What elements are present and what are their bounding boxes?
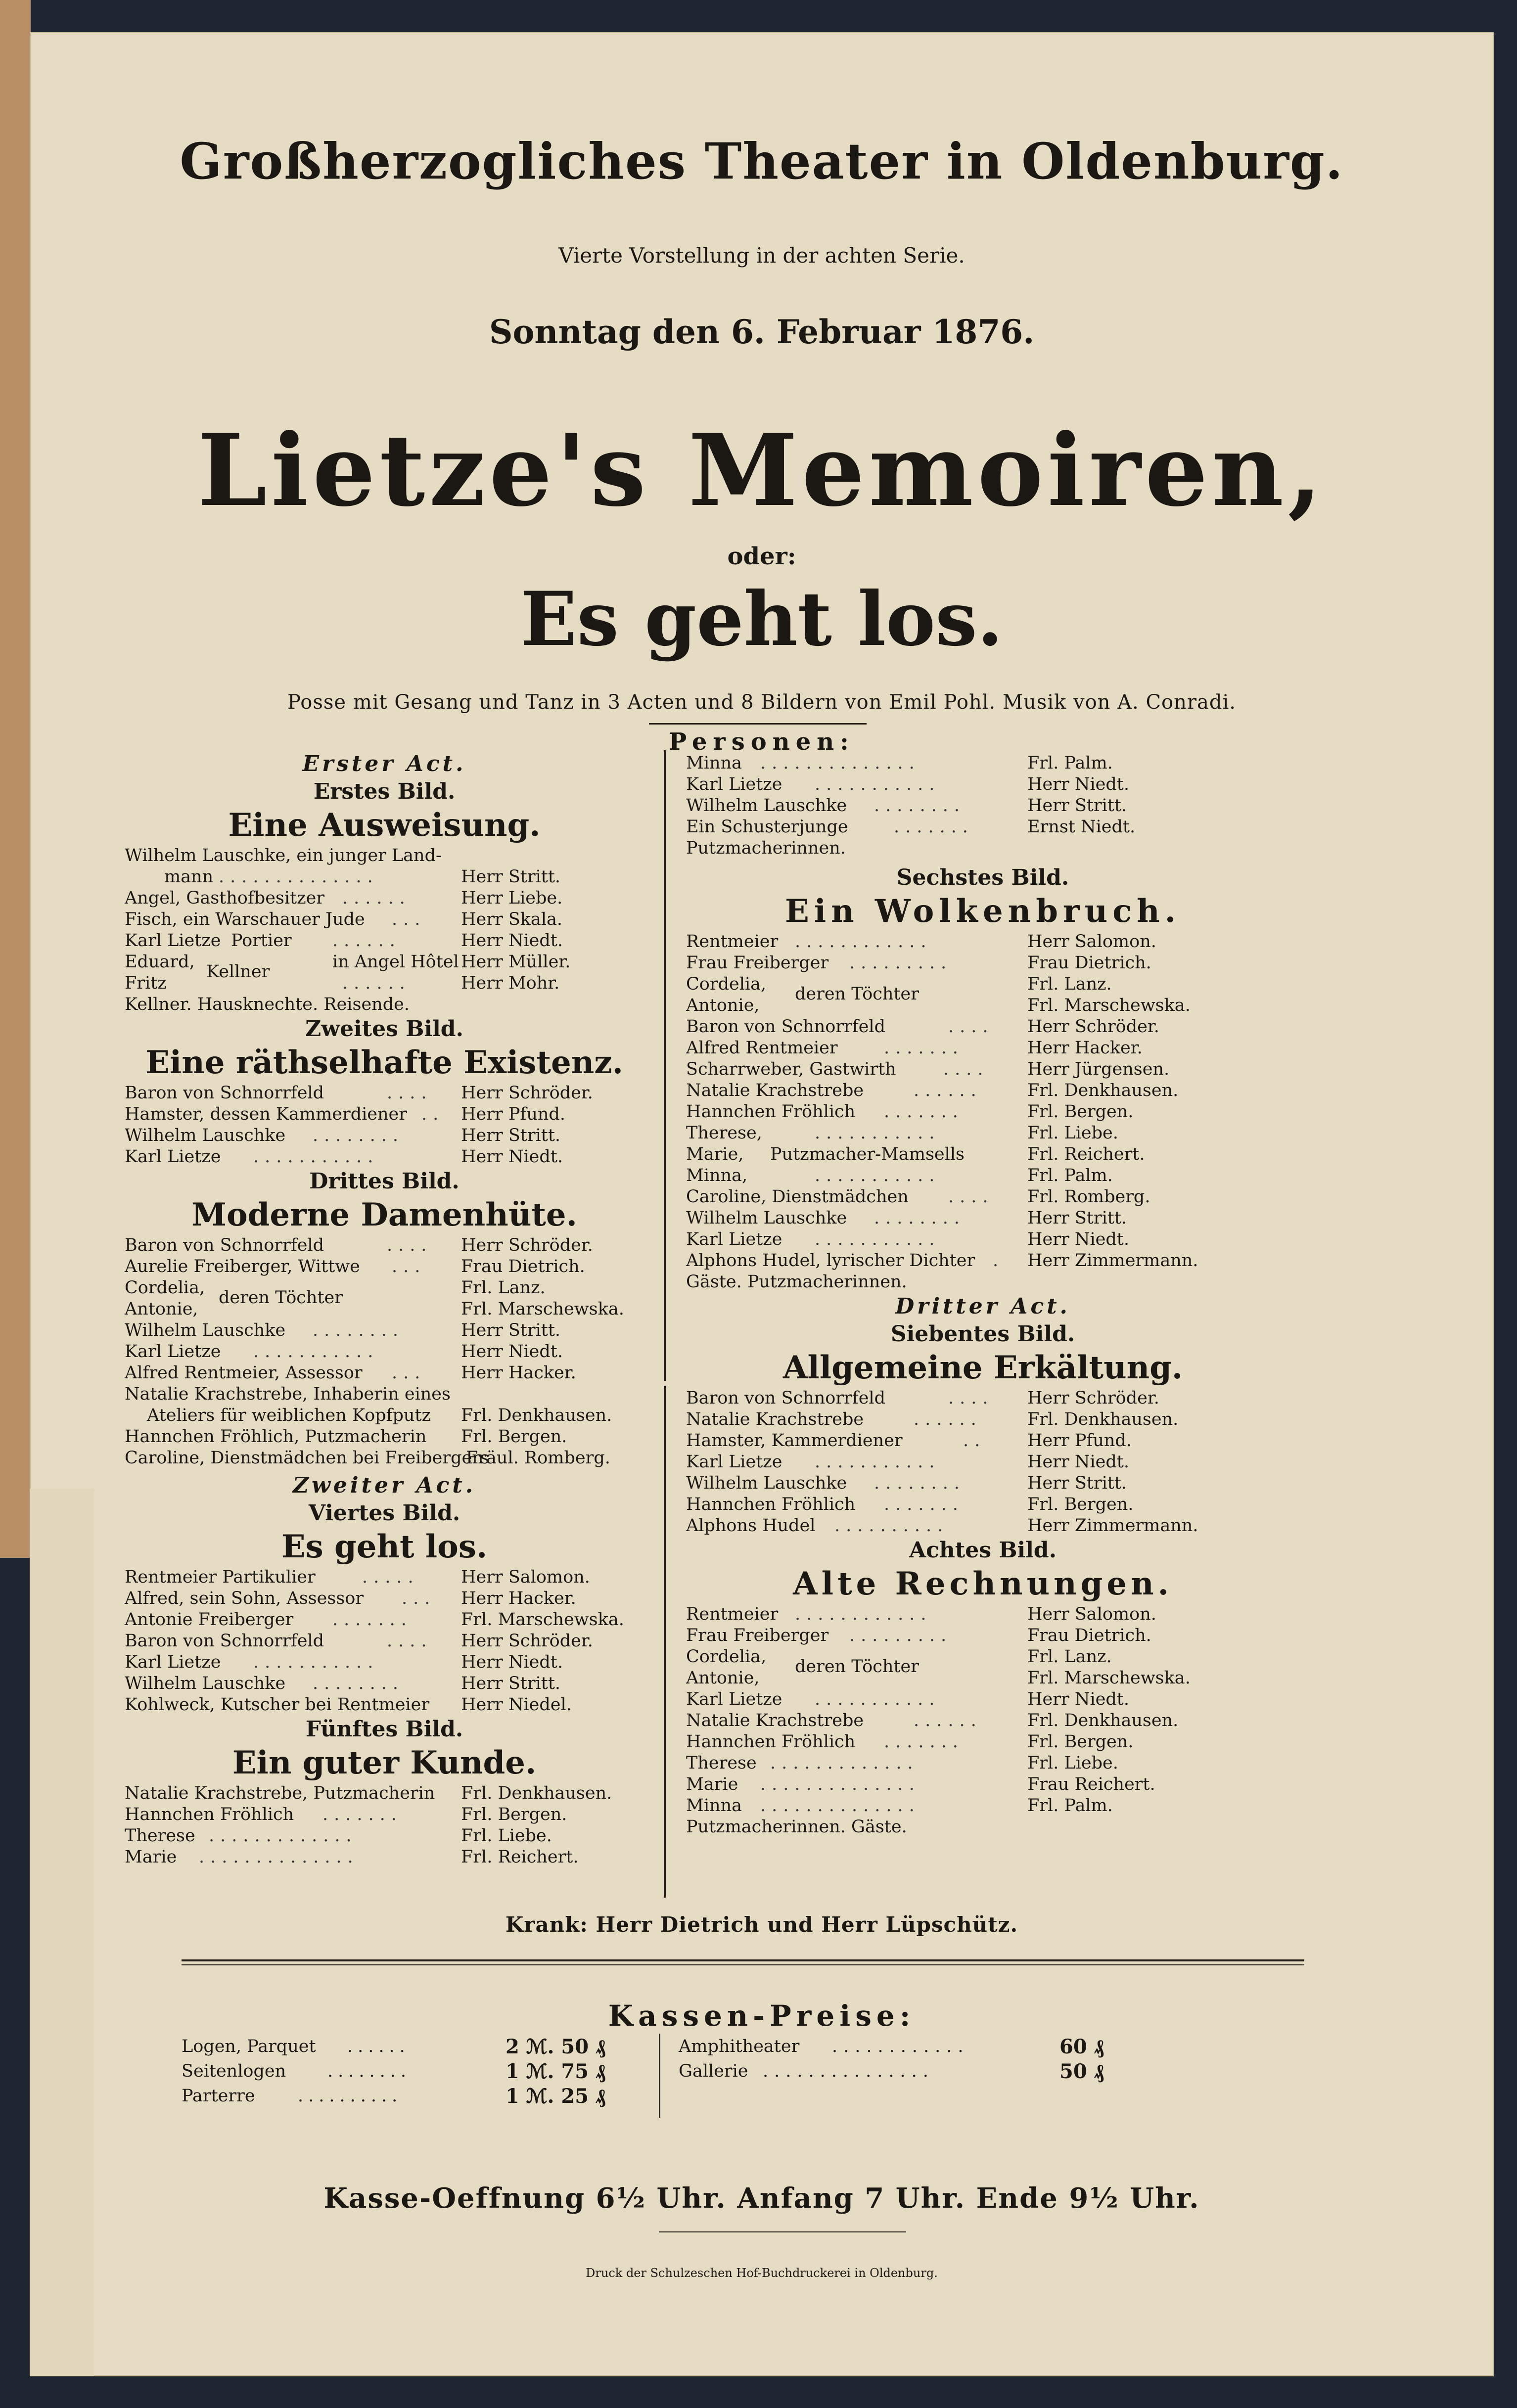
role: Baron von Schnorrfeld [125, 1631, 324, 1651]
scene-7-title: Allgemeine Erkältung. [782, 1349, 1183, 1386]
role: Wilhelm Lauschke [125, 1320, 286, 1340]
role: Hamster, Kammerdiener [686, 1431, 903, 1451]
actor: Herr Müller. [461, 952, 571, 972]
scene-8-number: Achtes Bild. [909, 1538, 1057, 1563]
act-1-heading: Erster Act. [302, 751, 466, 776]
leader-dots: .......... [298, 2086, 403, 2106]
actor: Herr Niedt. [461, 931, 563, 951]
printer-credit: Druck der Schulzeschen Hof-Buchdruckerei in Oldenburg. [586, 2266, 938, 2280]
role: Natalie Krachstrebe [686, 1081, 864, 1100]
actor: Herr Stritt. [1027, 1473, 1127, 1493]
divider [182, 1959, 1304, 1961]
actor: Herr Stritt. [461, 867, 561, 887]
act-3-heading: Dritter Act. [895, 1294, 1070, 1319]
role: Hannchen Fröhlich [686, 1102, 856, 1122]
actor: Herr Stritt. [461, 1320, 561, 1340]
actor: Herr Mohr. [461, 973, 560, 993]
role: Natalie Krachstrebe, Inhaberin eines [125, 1384, 451, 1404]
actor: Herr Zimmermann. [1027, 1516, 1198, 1536]
role: Karl Lietze [686, 1452, 782, 1472]
actor: Herr Niedt. [1027, 1689, 1129, 1709]
actor: Herr Hacker. [1027, 1038, 1143, 1058]
actor: Frl. Bergen. [1027, 1102, 1134, 1122]
role: Ateliers für weiblichen Kopfputz [147, 1406, 431, 1425]
toechter-label: deren Töchter [795, 984, 919, 1004]
actor: Frl. Palm. [1027, 1166, 1113, 1185]
actor: Fräul. Romberg. [466, 1448, 610, 1468]
scene-4-title: Es geht los. [281, 1528, 488, 1565]
series-line: Vierte Vorstellung in der achten Serie. [558, 243, 965, 268]
role: Therese, [686, 1123, 762, 1143]
actor: Frl. Denkhausen. [1027, 1409, 1179, 1429]
leader-dots: ............ [832, 2037, 969, 2056]
role: Karl Lietze [686, 1689, 782, 1709]
price-row-gallerie [679, 2061, 748, 2082]
role: Natalie Krachstrebe [686, 1711, 864, 1730]
role: Hannchen Fröhlich [686, 1495, 856, 1514]
krank-notice: Krank: Herr Dietrich und Herr Lüpschütz. [505, 1912, 1018, 1937]
actor: Frl. Lanz. [1027, 1647, 1112, 1667]
role: Hamster, dessen Kammerdiener [125, 1104, 408, 1124]
role: Gäste. Putzmacherinnen. [686, 1272, 907, 1292]
role: Baron von Schnorrfeld [125, 1235, 324, 1255]
actor: Frl. Romberg. [1027, 1187, 1150, 1207]
price-row-amphitheater [679, 2036, 799, 2057]
role: Therese [686, 1753, 757, 1773]
role: Wilhelm Lauschke [125, 1674, 286, 1693]
actor: Ernst Niedt. [1027, 817, 1136, 837]
scene-3-title: Moderne Damenhüte. [191, 1196, 577, 1233]
role: Natalie Krachstrebe [686, 1409, 864, 1429]
actor: Herr Skala. [461, 909, 563, 929]
role: Angel, Gasthofbesitzer [125, 888, 325, 908]
actor: Herr Hacker. [461, 1363, 576, 1383]
role: Cordelia, [686, 974, 767, 994]
actor: Herr Hacker. [461, 1589, 576, 1608]
role: Baron von Schnorrfeld [125, 1083, 324, 1103]
role: Caroline, Dienstmädchen bei Freibergers [125, 1448, 489, 1468]
actor: Herr Jürgensen. [1027, 1059, 1170, 1079]
price-value: 50 ₰ [1059, 2060, 1104, 2083]
actor: Frl. Liebe. [1027, 1753, 1118, 1773]
role: Wilhelm Lauschke [686, 1208, 847, 1228]
role: Antonie, [125, 1299, 198, 1319]
price-value: 60 ₰ [1059, 2035, 1104, 2058]
price-value: 1 ℳ. 75 ₰ [506, 2060, 605, 2083]
role: Minna, [686, 1166, 748, 1185]
role: Frau Freiberger [686, 953, 829, 973]
scene-7-number: Siebentes Bild. [890, 1321, 1075, 1347]
kellner-label: Kellner [206, 962, 270, 982]
actor: Herr Schröder. [461, 1083, 593, 1103]
cast-right-column: Minna .............. Frl. Palm. Karl Lietze ........... Herr Niedt. Wilhelm Lauschke ........ Herr Stritt. Ein Schusterjunge ....... Ernst Niedt. Putzmacherinnen. Sechstes Bild. Ein Wolkenbruch. Rentmeier ............ Herr Salomon. Frau Freiberger ......... Frau Dietrich. Cordelia, deren Töchter Frl. Lanz. Antonie, Frl. Marschewska. Baron von Schnorrfeld .... Herr Schröder. Alfred Rentmeier ....... Herr Hacker. Scharrweber, Gastwirth .... Herr Jürgensen. Natalie Krachstrebe ...... Frl. Denkhausen. Hannchen Fröhlich ....... Frl. Bergen. Therese, ........... Frl. Liebe. Marie, Putzmacher-Mamsells Frl. Reichert. Minna, ........... Frl. Palm. Caroline, Dienstmädchen .... Frl. Romberg. Wilhelm Lauschke ........ Herr Stritt. Karl Lietze ........... Herr Niedt. Alphons Hudel, lyrischer Dichter . Herr Zimmermann. Gäste. Putzmacherinnen. Dritter Act. Siebentes Bild. Allgemeine Erkältung. Baron von Schnorrfeld .... Herr Schröder. Natalie Krachstrebe ...... Frl. Denkhausen. Hamster, Kammerdiener .. Herr Pfund. Karl Lietze ........... Herr Niedt. Wilhelm Lauschke ........ Herr Stritt. Hannchen Fröhlich ....... Frl. Bergen. Alphons Hudel .......... Herr Zimmermann. Achtes Bild. Alte Rechnungen. Rentmeier ............ Herr Salomon. Frau Freiberger ......... Frau Dietrich. Cordelia, deren Töchter Frl. Lanz. Antonie, Frl. Marschewska. Karl Lietze ........... Herr Niedt. Natalie Krachstrebe ...... Frl. Denkhausen. Hannchen Fröhlich ....... Frl. Bergen. Therese ............. Frl. Liebe. Marie .............. Frau Reichert. Minna .............. Frl. Palm. Putzmacherinnen. Gäste. [686, 753, 1280, 1838]
price-label: Seitenlogen [182, 2061, 286, 2081]
role: Karl Lietze [125, 1652, 221, 1672]
role: Alfred Rentmeier [686, 1038, 838, 1058]
role: Antonie, [686, 1668, 760, 1688]
role: Karl Lietze [686, 774, 782, 794]
role: Fisch, ein Warschauer Jude [125, 909, 365, 929]
scene-6-title: Ein Wolkenbruch. [785, 893, 1181, 930]
role: Aurelie Freiberger, Wittwe [125, 1257, 360, 1276]
actor: Herr Schröder. [461, 1235, 593, 1255]
actor: Frau Dietrich. [1027, 953, 1151, 973]
divider [659, 2231, 906, 2232]
column-divider-lower [664, 1386, 666, 1898]
act-2-heading: Zweiter Act. [292, 1473, 476, 1498]
role: Antonie Freiberger [125, 1610, 294, 1630]
role: Rentmeier [686, 1604, 779, 1624]
role: Wilhelm Lauschke [686, 1473, 847, 1493]
role: Alfred, sein Sohn, Assessor [125, 1589, 364, 1608]
role: Wilhelm Lauschke [125, 1126, 286, 1145]
actor: Herr Pfund. [461, 1104, 565, 1124]
role: Karl Lietze [125, 1342, 221, 1362]
role: Wilhelm Lauschke, ein junger Land- [125, 846, 442, 865]
theater-name: Großherzogliches Theater in Oldenburg. [180, 132, 1344, 190]
role: Cordelia, [125, 1278, 205, 1298]
actor: Frl. Marschewska. [461, 1299, 624, 1319]
scene-3-number: Drittes Bild. [309, 1169, 460, 1194]
role: Hannchen Fröhlich [125, 1805, 294, 1824]
role: Therese [125, 1826, 195, 1846]
actor: Frl. Lanz. [1027, 974, 1112, 994]
role: Alfred Rentmeier, Assessor [125, 1363, 363, 1383]
actor: Frl. Palm. [1027, 753, 1113, 773]
role: Fritz [125, 973, 167, 993]
leader-dots: ............... [763, 2061, 934, 2081]
price-row-parterre [182, 2086, 255, 2107]
role: Alphons Hudel [686, 1516, 816, 1536]
actor: Herr Niedel. [461, 1695, 572, 1715]
actor: Frl. Reichert. [1027, 1144, 1145, 1164]
scene-2-number: Zweites Bild. [305, 1016, 463, 1042]
role: Karl Lietze [125, 931, 221, 951]
actor: Frau Dietrich. [461, 1257, 585, 1276]
role: Marie [125, 1847, 177, 1867]
role: Minna [686, 1796, 742, 1816]
price-label: Parterre [182, 2086, 255, 2106]
actor: Frau Reichert. [1027, 1774, 1155, 1794]
actor: Frl. Denkhausen. [461, 1783, 612, 1803]
actor: Herr Schröder. [461, 1631, 593, 1651]
actor: Frl. Lanz. [461, 1278, 546, 1298]
actor: Herr Niedt. [1027, 1229, 1129, 1249]
hotel-label: in Angel Hôtel [332, 952, 459, 972]
actor: Frl. Marschewska. [1027, 1668, 1191, 1688]
role: mann [164, 867, 214, 887]
actor: Frau Dietrich. [1027, 1626, 1151, 1645]
divider [649, 723, 867, 725]
column-divider [664, 750, 666, 1381]
scene-1-title: Eine Ausweisung. [228, 807, 541, 844]
actor: Frl. Liebe. [1027, 1123, 1118, 1143]
actor: Herr Stritt. [461, 1126, 561, 1145]
actor: Frl. Reichert. [461, 1847, 579, 1867]
role: Alphons Hudel, lyrischer Dichter [686, 1251, 975, 1271]
actor: Frl. Denkhausen. [1027, 1711, 1179, 1730]
role: Caroline, Dienstmädchen [686, 1187, 909, 1207]
putzmacher-label: Putzmacher-Mamsells [770, 1144, 965, 1164]
actor: Herr Stritt. [1027, 796, 1127, 816]
price-label: Logen, Parquet [182, 2037, 316, 2056]
role: Cordelia, [686, 1647, 767, 1667]
actor: Herr Niedt. [461, 1342, 563, 1362]
actor: Herr Schröder. [1027, 1388, 1159, 1408]
price-value: 1 ℳ. 25 ₰ [506, 2085, 605, 2108]
role: Hannchen Fröhlich [686, 1732, 856, 1752]
toechter-label: deren Töchter [795, 1657, 919, 1677]
play-description: Posse mit Gesang und Tanz in 3 Acten und 8 Bildern von Emil Pohl. Musik von A. Conradi. [287, 691, 1236, 714]
folded-edge [30, 1489, 94, 2376]
actor: Frl. Palm. [1027, 1796, 1113, 1816]
actor: Herr Niedt. [1027, 1452, 1129, 1472]
role: Natalie Krachstrebe, Putzmacherin [125, 1783, 435, 1803]
prices-heading: Kassen-Preise: [608, 1999, 916, 2033]
role: Karl Lietze [125, 1147, 221, 1167]
scene-2-title: Eine räthselhafte Existenz. [145, 1044, 623, 1081]
actor: Herr Pfund. [1027, 1431, 1132, 1451]
role: Frau Freiberger [686, 1626, 829, 1645]
role: Rentmeier Partikulier [125, 1567, 316, 1587]
scene-1-number: Erstes Bild. [313, 779, 456, 804]
personen-heading: Personen: [669, 728, 855, 756]
leader-dots: ........ [327, 2061, 412, 2081]
cast-left-column: Erster Act. Erstes Bild. Eine Ausweisung. Wilhelm Lauschke, ein junger Land- mann .............. Herr Stritt. Angel, Gasthofbesitzer ...... Herr Liebe. Fisch, ein Warschauer Jude ... Herr Skala. Karl Lietze Portier ...... Herr Niedt. Eduard, Kellner in Angel Hôtel Herr Müller. Fritz ...... Herr Mohr. Kellner. Hausknechte. Reisende. Zweites Bild. Eine räthselhafte Existenz. Baron von Schnorrfeld .... Herr Schröder. Hamster, dessen Kammerdiener .. Herr Pfund. Wilhelm Lauschke ........ Herr Stritt. Karl Lietze ........... Herr Niedt. Drittes Bild. Moderne Damenhüte. Baron von Schnorrfeld .... Herr Schröder. Aurelie Freiberger, Wittwe ... Frau Dietrich. Cordelia, deren Töchter Frl. Lanz. Antonie, Frl. Marschewska. Wilhelm Lauschke ........ Herr Stritt. Karl Lietze ........... Herr Niedt. Alfred Rentmeier, Assessor ... Herr Hacker. Natalie Krachstrebe, Inhaberin eines Ateliers für weiblichen Kopfputz Frl. Denkhausen. Hannchen Fröhlich, Putzmacherin Frl. Bergen. Caroline, Dienstmädchen bei Freibergers Fräul. Romberg. Zweiter Act. Viertes Bild. Es geht los. Rentmeier Partikulier ..... Herr Salomon. Alfred, sein Sohn, Assessor ... Herr Hacker. Antonie Freiberger ....... Frl. Marschewska. Baron von Schnorrfeld .... Herr Schröder. Karl Lietze ........... Herr Niedt. Wilhelm Lauschke ........ Herr Stritt. Kohlweck, Kutscher bei Rentmeier Herr Niedel. Fünftes Bild. Ein guter Kunde. Natalie Krachstrebe, Putzmacherin Frl. Denkhausen. Hannchen Fröhlich ....... Frl. Bergen. Therese ............. Frl. Liebe. Marie .............. Frl. Reichert. [125, 750, 644, 1868]
role: Ein Schusterjunge [686, 817, 848, 837]
role: Scharrweber, Gastwirth [686, 1059, 896, 1079]
actor: Frl. Denkhausen. [1027, 1081, 1179, 1100]
role: Antonie, [686, 996, 760, 1015]
role: Hannchen Fröhlich, Putzmacherin [125, 1427, 427, 1447]
role: Wilhelm Lauschke [686, 796, 847, 816]
role: Baron von Schnorrfeld [686, 1388, 886, 1408]
actor: Frl. Bergen. [1027, 1732, 1134, 1752]
divider [182, 1964, 1304, 1965]
playbill-sheet [30, 32, 1494, 2376]
actor: Herr Salomon. [1027, 1604, 1156, 1624]
scene-5-number: Fünftes Bild. [305, 1717, 463, 1742]
scene-6-number: Sechstes Bild. [896, 865, 1069, 890]
role: Putzmacherinnen. [686, 838, 846, 858]
role: Kellner. Hausknechte. Reisende. [125, 995, 410, 1014]
actor: Herr Niedt. [1027, 774, 1129, 794]
scene-5-title: Ein guter Kunde. [232, 1744, 537, 1781]
actor: Herr Salomon. [1027, 932, 1156, 952]
actor: Frl. Liebe. [461, 1826, 552, 1846]
actor: Frl. Marschewska. [1027, 996, 1191, 1015]
actor: Herr Schröder. [1027, 1017, 1159, 1037]
actor: Frl. Bergen. [1027, 1495, 1134, 1514]
actor: Herr Niedt. [461, 1652, 563, 1672]
play-title: Lietze's Memoiren, [197, 412, 1326, 529]
opening-times: Kasse-Oeffnung 6½ Uhr. Anfang 7 Uhr. Ende 9½ Uhr. [323, 2182, 1200, 2215]
role: Rentmeier [686, 932, 779, 952]
role: Putzmacherinnen. Gäste. [686, 1817, 907, 1837]
scene-8-title: Alte Rechnungen. [793, 1565, 1173, 1602]
actor: Herr Zimmermann. [1027, 1251, 1198, 1271]
toechter-label: deren Töchter [219, 1288, 343, 1308]
price-value: 2 ℳ. 50 ₰ [506, 2035, 605, 2058]
price-label: Gallerie [679, 2061, 748, 2081]
actor: Herr Liebe. [461, 888, 563, 908]
role: Baron von Schnorrfeld [686, 1017, 886, 1037]
prices-divider [659, 2034, 660, 2118]
price-label: Amphitheater [679, 2037, 800, 2056]
role: Eduard, [125, 952, 195, 972]
role-job: Portier [231, 931, 292, 951]
role: Minna [686, 753, 742, 773]
role: Marie, [686, 1144, 744, 1164]
actor: Frl. Marschewska. [461, 1610, 624, 1630]
oder-label: oder: [727, 543, 796, 570]
play-subtitle: Es geht los. [520, 576, 1003, 663]
leader-dots: ...... [347, 2037, 410, 2056]
role: Marie [686, 1774, 738, 1794]
role: Karl Lietze [686, 1229, 782, 1249]
price-row-logen [182, 2036, 316, 2057]
scene-4-number: Viertes Bild. [308, 1500, 460, 1526]
performance-date: Sonntag den 6. Februar 1876. [489, 313, 1035, 351]
actor: Frl. Bergen. [461, 1427, 567, 1447]
actor: Herr Stritt. [461, 1674, 561, 1693]
role: Kohlweck, Kutscher bei Rentmeier [125, 1695, 430, 1715]
actor: Frl. Denkhausen. [461, 1406, 612, 1425]
actor: Frl. Bergen. [461, 1805, 567, 1824]
actor: Herr Stritt. [1027, 1208, 1127, 1228]
book-spine [0, 0, 31, 1558]
actor: Herr Niedt. [461, 1147, 563, 1167]
actor: Herr Salomon. [461, 1567, 590, 1587]
price-row-seitenlogen [182, 2061, 286, 2082]
